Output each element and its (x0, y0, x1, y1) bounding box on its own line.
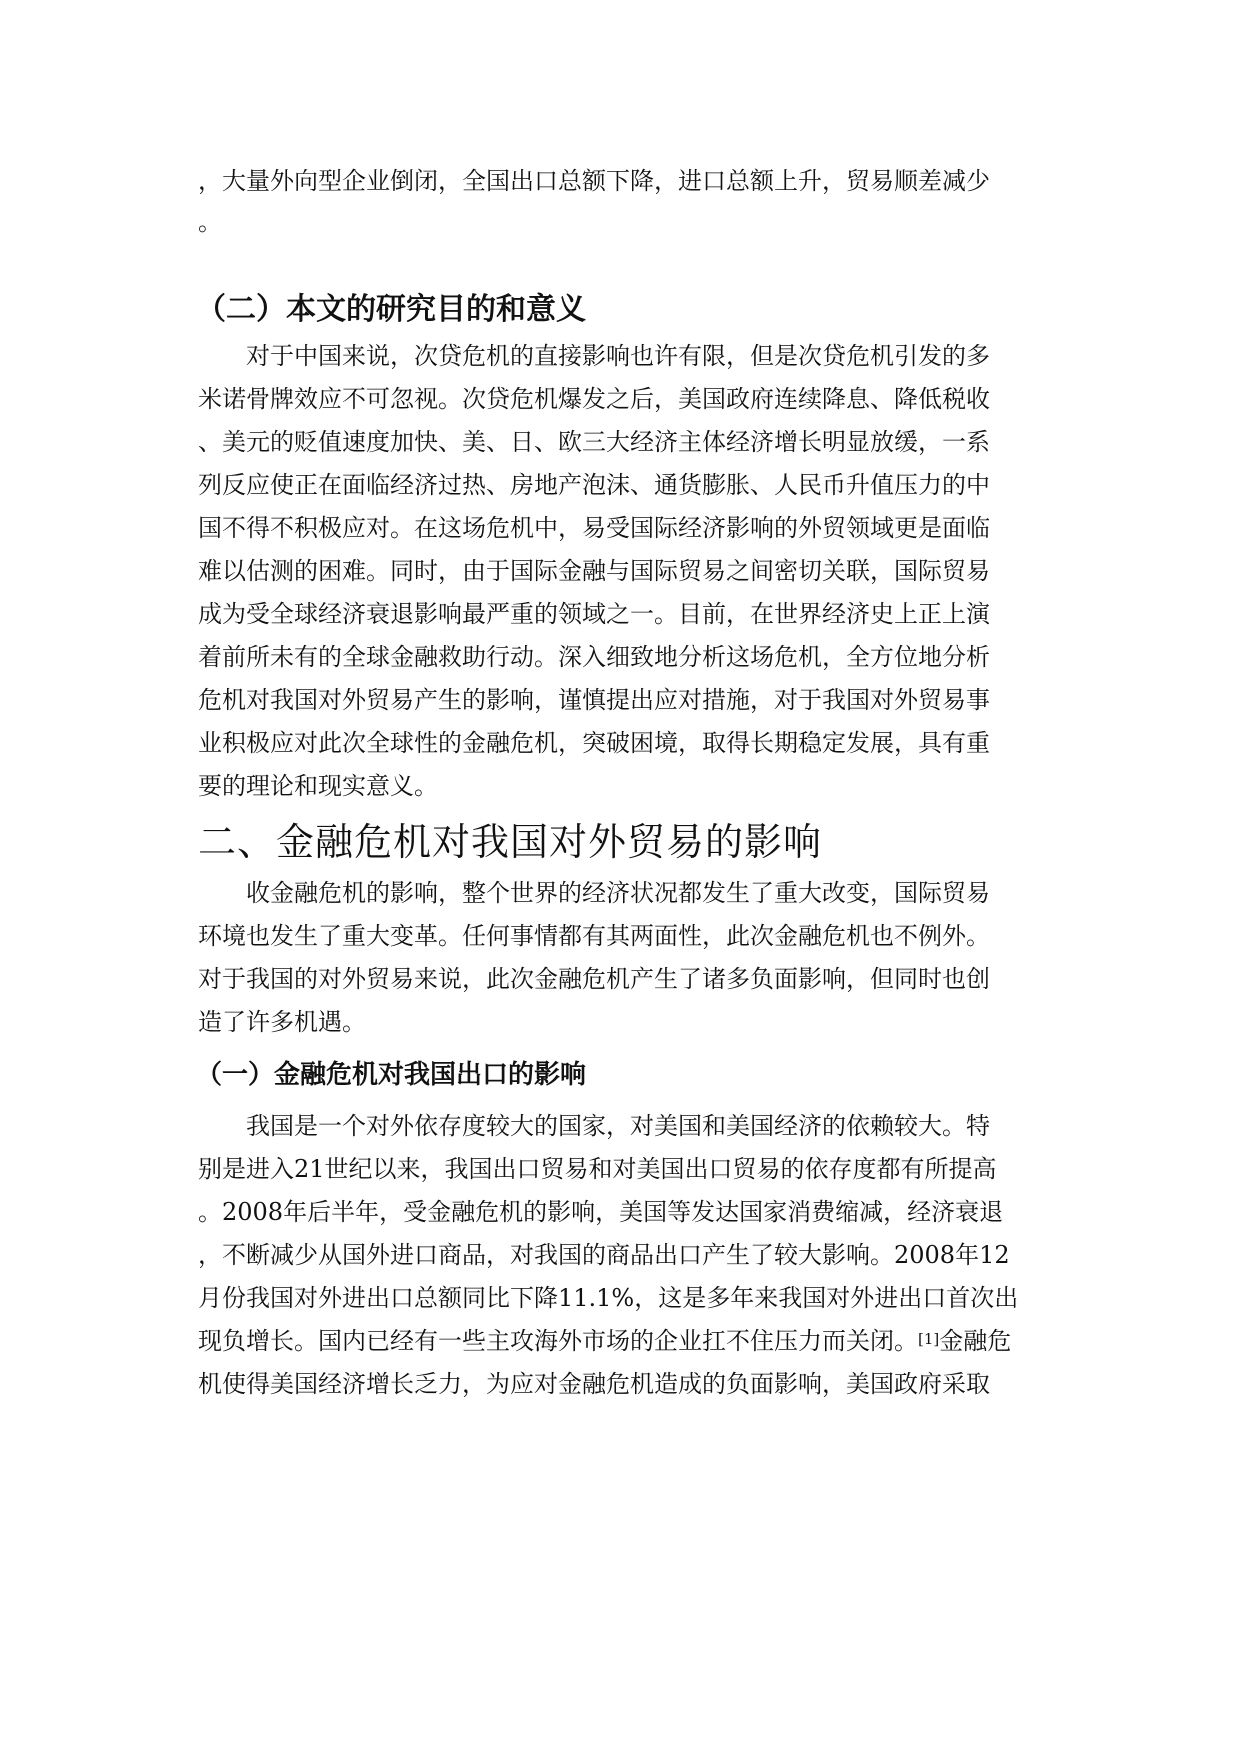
paragraph-line: 别是进入21世纪以来，我国出口贸易和对美国出口贸易的依存度都有所提高 (198, 1155, 997, 1183)
paragraph-line: 对于我国的对外贸易来说，此次金融危机产生了诸多负面影响，但同时也创 (198, 965, 990, 993)
paragraph-line: 月份我国对外进出口总额同比下降11.1%，这是多年来我国对外进出口首次出 (198, 1284, 1019, 1312)
paragraph-line: ，大量外向型企业倒闭，全国出口总额下降，进口总额上升，贸易顺差减少 (198, 167, 990, 195)
paragraph-line: 环境也发生了重大变革。任何事情都有其两面性，此次金融危机也不例外。 (198, 922, 990, 950)
paragraph-line: 收金融危机的影响，整个世界的经济状况都发生了重大改变，国际贸易 (246, 879, 990, 907)
paragraph-line: 。 (198, 208, 222, 236)
chapter-heading: 二、金融危机对我国对外贸易的影响 (198, 820, 823, 864)
paragraph-line: 。2008年后半年，受金融危机的影响，美国等发达国家消费缩减，经济衰退 (198, 1198, 1004, 1226)
paragraph-line: 对于中国来说，次贷危机的直接影响也许有限，但是次贷危机引发的多 (246, 342, 990, 370)
paragraph-line: 列反应使正在面临经济过热、房地产泡沫、通货膨胀、人民币升值压力的中 (198, 471, 990, 499)
section-heading: （二）本文的研究目的和意义 (196, 292, 586, 327)
subsection-heading: （一）金融危机对我国出口的影响 (196, 1060, 587, 1090)
paragraph-line: 业积极应对此次全球性的金融危机，突破困境，取得长期稳定发展，具有重 (198, 729, 990, 757)
paragraph-line (198, 1325, 1011, 1357)
paragraph-line: 机使得美国经济增长乏力，为应对金融危机造成的负面影响，美国政府采取 (198, 1370, 990, 1398)
paragraph-line: 危机对我国对外贸易产生的影响，谨慎提出应对措施，对于我国对外贸易事 (198, 686, 990, 714)
paragraph-line: ，不断减少从国外进口商品，对我国的商品出口产生了较大影响。2008年12 (198, 1241, 1010, 1269)
paragraph-text: 现负增长。国内已经有一些主攻海外市场的企业扛不住压力而关闭。 (198, 1327, 918, 1355)
paragraph-line: 着前所未有的全球金融救助行动。深入细致地分析这场危机，全方位地分析 (198, 643, 990, 671)
citation-marker[interactable]: [1] (918, 1330, 940, 1348)
paragraph-line: 米诺骨牌效应不可忽视。次贷危机爆发之后，美国政府连续降息、降低税收 (198, 385, 990, 413)
paragraph-line: 、美元的贬值速度加快、美、日、欧三大经济主体经济增长明显放缓，一系 (198, 428, 990, 456)
paragraph-line: 我国是一个对外依存度较大的国家，对美国和美国经济的依赖较大。特 (246, 1112, 990, 1140)
paragraph-line: 国不得不积极应对。在这场危机中，易受国际经济影响的外贸领域更是面临 (198, 514, 990, 542)
paragraph-line: 要的理论和现实意义。 (198, 772, 438, 800)
paragraph-line: 难以估测的困难。同时，由于国际金融与国际贸易之间密切关联，国际贸易 (198, 557, 990, 585)
paragraph-line: 造了许多机遇。 (198, 1008, 366, 1036)
paragraph-line: 成为受全球经济衰退影响最严重的领域之一。目前，在世界经济史上正上演 (198, 600, 990, 628)
paragraph-text: 金融危 (939, 1327, 1012, 1355)
